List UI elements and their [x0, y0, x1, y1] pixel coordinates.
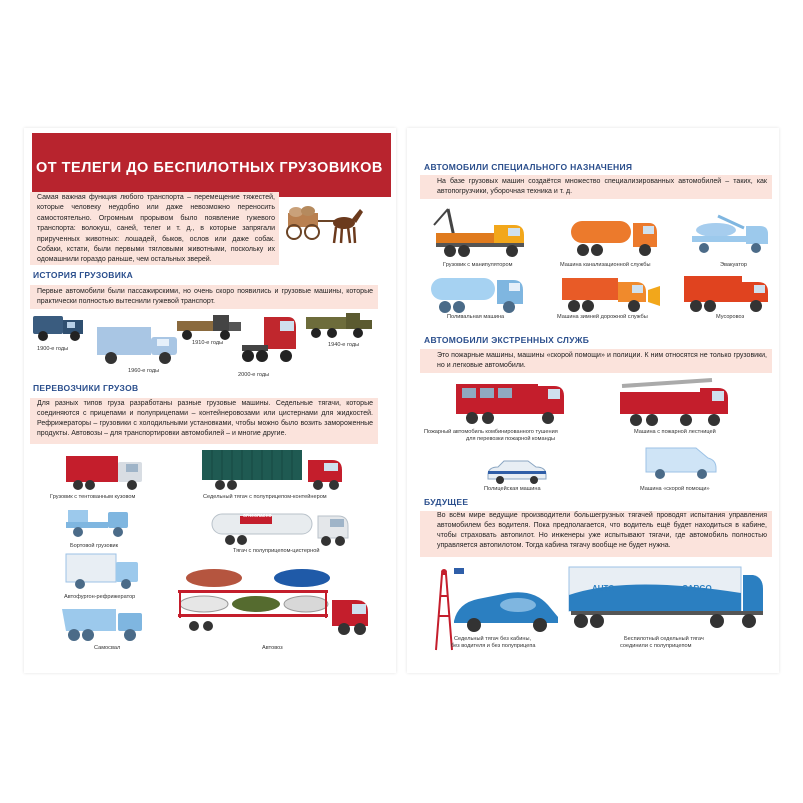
water-truck-icon — [427, 272, 527, 316]
caption-fire-2: для перевозки пожарной команды — [466, 436, 555, 442]
snow-truck-icon — [556, 272, 664, 314]
caption-driverless-2: соединили с полуприцепом — [620, 643, 692, 649]
caption-sewage: Машина канализационной службы — [560, 262, 651, 268]
caption-ambulance: Машина «скорой помощи» — [640, 486, 710, 492]
emergency-text: Это пожарные машины, машины «скорой помощи» и полиции. К ним относятся не только грузовики, но и легковые автомобили. — [437, 352, 767, 369]
police-car-icon — [484, 457, 550, 485]
caption-1910: 1910-е годы — [192, 340, 224, 346]
ambulance-icon — [642, 442, 722, 482]
horse-cart-illustration — [284, 203, 364, 248]
future-text: Во всём мире ведущие производители большегрузных тягачей проводят испытания управления автомобилем без водителя. Пока предполагается, что водитель ещё будет находиться в кабине, чтобы страховать автопилот. Но инженеры уже испытывают тягачи, где автомобиль полностью управляется автопилотом. Тогда кабина тягачу вообще не будет нужна. — [437, 512, 767, 549]
history-heading: ИСТОРИЯ ГРУЗОВИКА — [33, 270, 134, 280]
trailer-text-cargo: CARGO — [682, 584, 712, 593]
caption-flatbed: Бортовой грузовик — [70, 543, 119, 549]
caption-1900: 1900-е годы — [37, 346, 69, 352]
history-text: Первые автомобили были пассажирскими, но очень скоро появились и грузовые машины, которые практически полностью вытеснили гужевой транспорт. — [37, 288, 373, 305]
caption-container-semi: Седельный тягач с полуприцепом-контейнером — [203, 494, 327, 500]
caption-car-carrier: Автовоз — [262, 645, 283, 651]
caption-2000: 2000-е годы — [238, 372, 270, 378]
truck-2000-icon — [236, 313, 302, 365]
caption-cabless-2: без водителя и без полуприцепа — [451, 643, 536, 649]
truck-1900-icon — [31, 312, 91, 342]
flatbed-truck-icon — [64, 506, 134, 542]
future-heading: БУДУЩЕЕ — [424, 497, 469, 507]
caption-ladder: Машина с пожарной лестницей — [634, 429, 716, 435]
special-text: На базе грузовых машин создаётся множество специализированных автомобилей – таких, как автопогрузчики, уборочная техника и т. д. — [437, 178, 767, 195]
driverless-semi-icon — [567, 565, 769, 637]
cabless-tractor-icon — [448, 585, 568, 635]
caption-reefer: Автофургон-рефрижератор — [64, 594, 136, 600]
caption-snow: Машина зимней дорожной службы — [557, 314, 648, 320]
dump-truck-icon — [60, 605, 150, 645]
truck-1910-icon — [175, 313, 245, 343]
carriers-heading: ПЕРЕВОЗЧИКИ ГРУЗОВ — [33, 383, 139, 393]
caption-fire-1: Пожарный автомобиль комбинированного тушения — [424, 429, 558, 435]
special-heading: АВТОМОБИЛИ СПЕЦИАЛЬНОГО НАЗНАЧЕНИЯ — [424, 162, 633, 172]
tow-truck-icon — [688, 212, 773, 258]
caption-1940: 1940-е годы — [328, 342, 360, 348]
caption-police: Полицейская машина — [484, 486, 541, 492]
caption-cabless-1: Седельный тягач без кабины, — [454, 636, 532, 642]
container-semi-icon — [200, 448, 350, 492]
caption-tanker: Тягач с полуприцепом-цистерной — [233, 548, 320, 554]
truck-1940-icon — [304, 311, 376, 341]
tanker-semi-icon — [210, 510, 355, 550]
carriers-text: Для разных типов груза разработаны разные грузовые машины. Седельные тягачи, которые соединяются с прицепами и полуприцепами – контейнеровозами или цистернами для жидкостей. Рефрижераторы – грузовики с холодильными установками, чтобы можно было возить замороженные продукты. Автовозы – для транспортировки автомобилей – и многие другие. — [37, 400, 373, 437]
tanker-label: огнеопасно — [243, 513, 272, 519]
garbage-truck-icon — [680, 272, 772, 314]
reefer-truck-icon — [64, 552, 144, 592]
sewage-truck-icon — [567, 213, 662, 259]
fire-truck-icon — [452, 378, 568, 428]
crane-truck-icon — [430, 203, 530, 261]
ladder-truck-icon — [616, 378, 734, 430]
caption-crane-truck: Грузовик с манипулятором — [443, 262, 513, 268]
caption-dump: Самосвал — [94, 645, 121, 651]
tent-truck-icon — [64, 454, 149, 494]
emergency-heading: АВТОМОБИЛИ ЭКСТРЕННЫХ СЛУЖБ — [424, 335, 590, 345]
caption-1960: 1960-е годы — [128, 368, 160, 374]
caption-water: Поливальная машина — [447, 314, 505, 320]
caption-driverless-1: Беспилотный седельный тягач — [624, 636, 704, 642]
caption-garbage: Мусоровоз — [716, 314, 745, 320]
page-title: ОТ ТЕЛЕГИ ДО БЕСПИЛОТНЫХ ГРУЗОВИКОВ — [36, 160, 383, 176]
caption-tent-truck: Грузовик с тентованным кузовом — [50, 494, 136, 500]
intro-text: Самая важная функция любого транспорта – перемещение тяжестей, которые человеку неудобно или даже невозможно переносить самостоятельно. Огромным прорывом было появление гужевого транспорта: волокуш, саней, телег и т. д., в которые запрягали прирученных животных: лошадей, быков, ослов или даже собак. Собаки, кстати, были первыми тягловыми животными, поскольку их одомашнили гораздо раньше, чем остальных зверей. — [37, 194, 275, 264]
caption-tow: Эвакуатор — [720, 262, 747, 268]
trailer-text-auto: AUTO — [592, 584, 615, 593]
car-carrier-icon — [174, 566, 374, 642]
